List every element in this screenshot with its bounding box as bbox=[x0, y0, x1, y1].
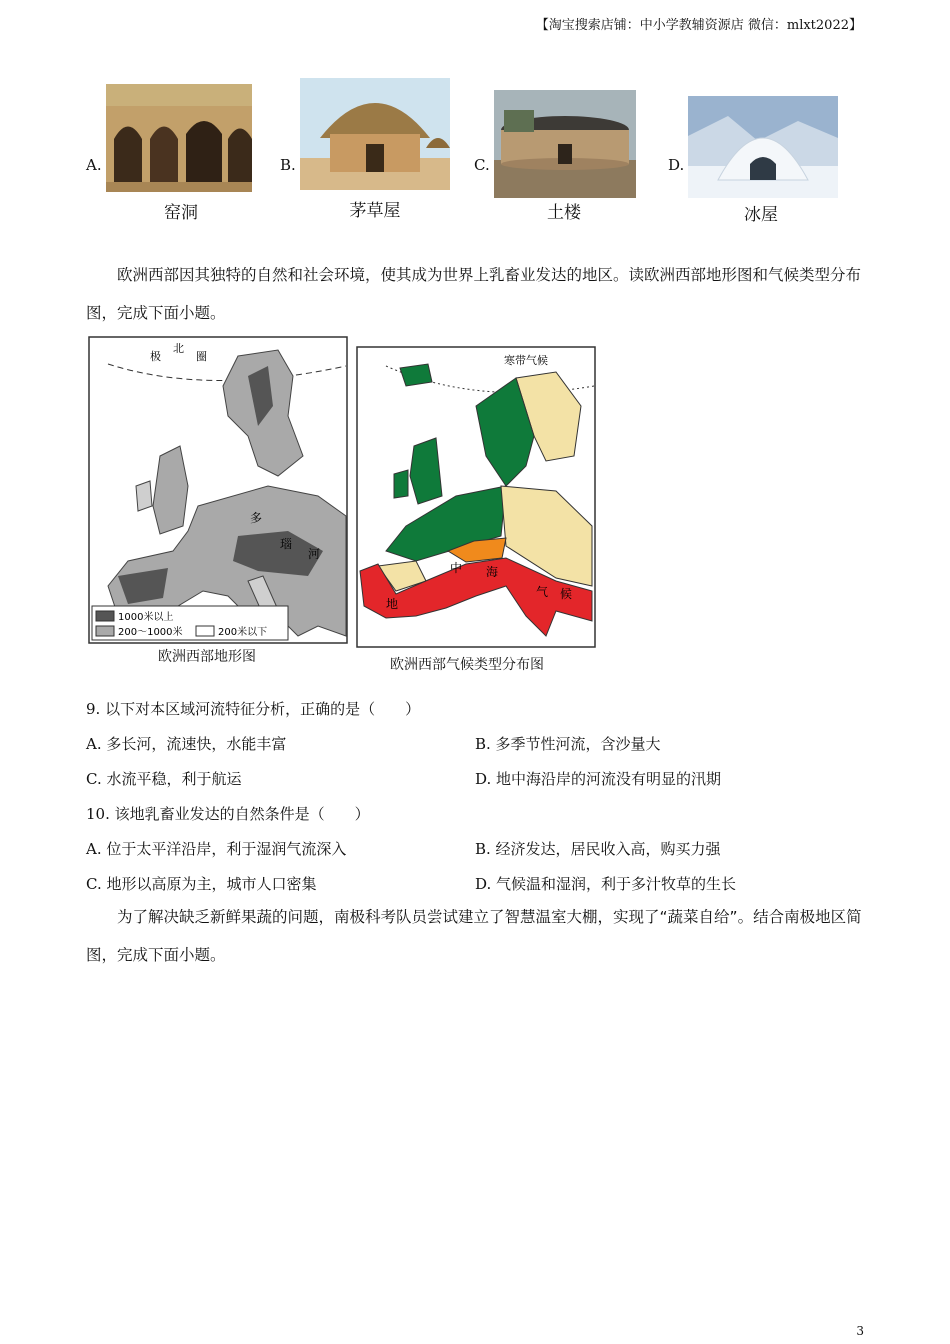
climate-label-zhong: 中 bbox=[450, 561, 463, 575]
intro-paragraph: 欧洲西部因其独特的自然和社会环境，使其成为世界上乳畜业发达的地区。读欧洲西部地形图和气候类型分布图，完成下面小题。 bbox=[86, 266, 862, 322]
terrain-label-duo: 多 bbox=[250, 511, 263, 525]
option-a-letter: A. bbox=[86, 156, 102, 174]
cave-dwelling-image bbox=[106, 84, 252, 192]
option-d-letter: D. bbox=[668, 156, 685, 174]
terrain-label-he: 河 bbox=[308, 547, 321, 561]
climate-map-caption: 欧洲西部气候类型分布图 bbox=[390, 657, 544, 673]
option-a-caption: 窑洞 bbox=[164, 203, 198, 223]
terrain-map bbox=[88, 336, 348, 644]
q10-choice-a[interactable]: A. 位于太平洋沿岸，利于湿润气流深入 bbox=[86, 840, 347, 858]
climate-label-cold: 寒带气候 bbox=[504, 354, 548, 367]
q9-choice-c[interactable]: C. 水流平稳，利于航运 bbox=[86, 770, 242, 788]
earthen-building-image bbox=[494, 90, 636, 198]
q9-choice-b[interactable]: B. 多季节性河流，含沙量大 bbox=[475, 735, 661, 753]
climate-label-di: 地 bbox=[386, 597, 399, 611]
q10-choice-b[interactable]: B. 经济发达，居民收入高，购买力强 bbox=[475, 840, 721, 858]
terrain-label-ji: 极 bbox=[150, 350, 161, 363]
q9-choice-d[interactable]: D. 地中海沿岸的河流没有明显的汛期 bbox=[475, 770, 722, 788]
option-b-caption: 茅草屋 bbox=[349, 201, 401, 221]
q10-choice-c[interactable]: C. 地形以高原为主，城市人口密集 bbox=[86, 875, 317, 893]
legend-mid: 200～1000米 bbox=[118, 627, 183, 638]
page-header: 【淘宝搜索店铺：中小学教辅资源店 微信：mlxt2022】 bbox=[535, 18, 862, 33]
option-c-caption: 土楼 bbox=[547, 203, 581, 223]
thatched-hut-image bbox=[300, 78, 450, 190]
climate-label-hou: 候 bbox=[560, 587, 573, 601]
outro-paragraph: 为了解决缺乏新鲜果蔬的问题，南极科考队员尝试建立了智慧温室大棚，实现了“蔬菜自给”。结合南极地区简图，完成下面小题。 bbox=[86, 908, 862, 964]
page-number: 3 bbox=[856, 1324, 864, 1338]
terrain-label-quan: 圈 bbox=[196, 350, 207, 363]
climate-map bbox=[356, 346, 596, 648]
climate-label-qi: 气 bbox=[536, 585, 549, 599]
igloo-image bbox=[688, 96, 838, 198]
q9-stem: 9. 以下对本区域河流特征分析，正确的是（ ） bbox=[86, 700, 421, 718]
terrain-label-nao: 瑙 bbox=[280, 537, 293, 551]
climate-label-hai: 海 bbox=[486, 565, 499, 579]
q10-stem: 10. 该地乳畜业发达的自然条件是（ ） bbox=[86, 805, 370, 823]
legend-high: 1000米以上 bbox=[118, 612, 174, 623]
terrain-map-caption: 欧洲西部地形图 bbox=[158, 649, 256, 665]
q9-choice-a[interactable]: A. 多长河，流速快，水能丰富 bbox=[86, 735, 287, 753]
option-d-caption: 冰屋 bbox=[744, 205, 778, 225]
option-c-letter: C. bbox=[474, 156, 490, 174]
terrain-label-north: 北 bbox=[173, 342, 184, 355]
option-b-letter: B. bbox=[280, 156, 296, 174]
q10-choice-d[interactable]: D. 气候温和湿润，利于多汁牧草的生长 bbox=[475, 875, 737, 893]
legend-low: 200米以下 bbox=[218, 627, 268, 638]
